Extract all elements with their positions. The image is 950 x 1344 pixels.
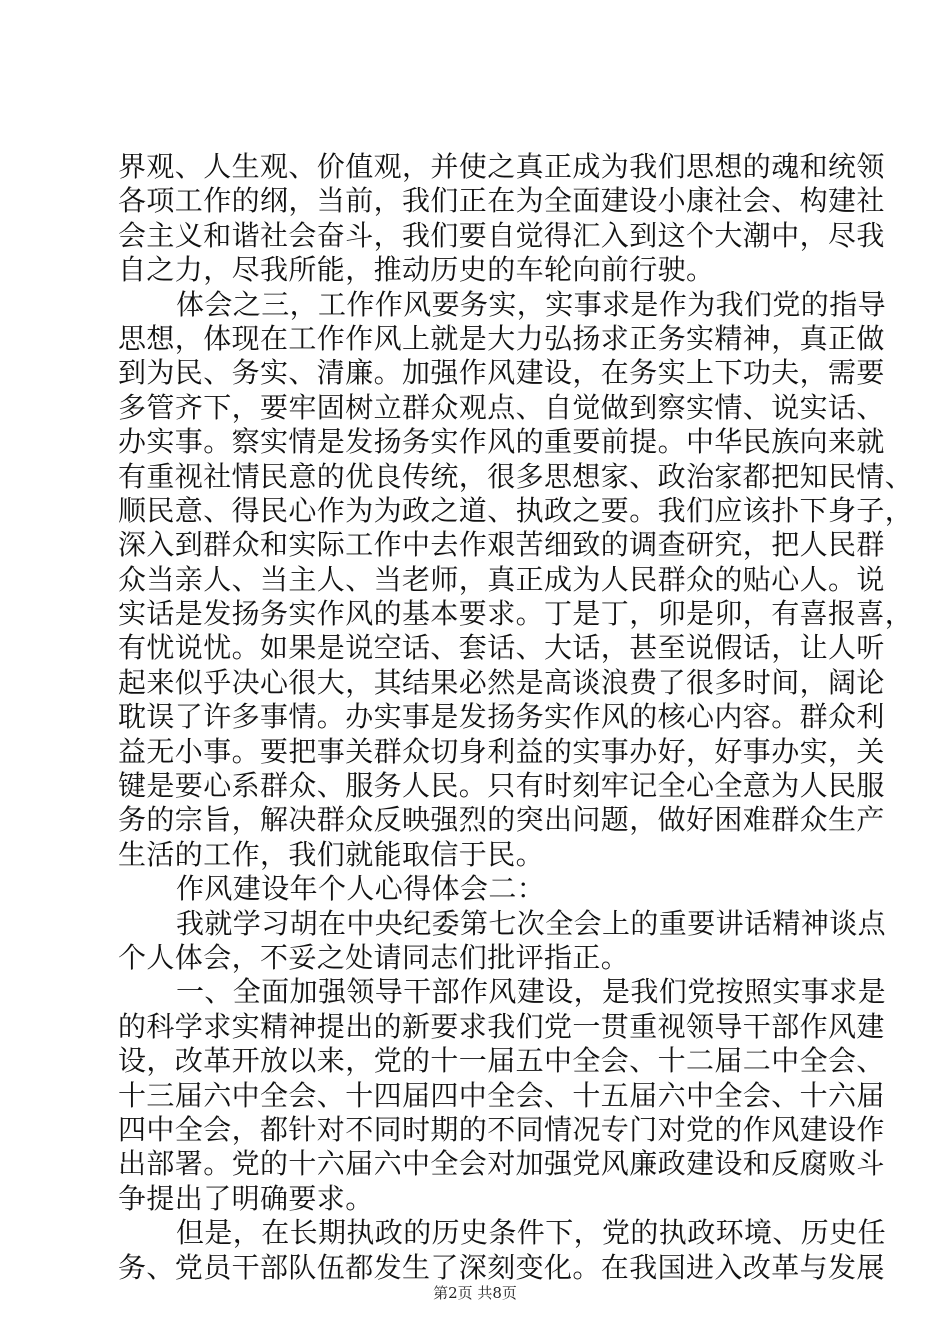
text-line: 实话是发扬务实作风的基本要求。丁是丁，卯是卯，有喜报喜， [118, 597, 914, 631]
text-line: 键是要心系群众、服务人民。只有时刻牢记全心全意为人民服 [118, 769, 885, 803]
text-line: 设，改革开放以来，党的十一届五中全会、十二届二中全会、 [118, 1044, 885, 1078]
text-line: 争提出了明确要求。 [118, 1181, 374, 1215]
text-line: 益无小事。要把事关群众切身利益的实事办好，好事办实，关 [118, 734, 885, 768]
text-line: 务的宗旨，解决群众反映强烈的突出问题，做好困难群众生产 [118, 803, 885, 837]
text-line: 顺民意、得民心作为为政之道、执政之要。我们应该扑下身子， [118, 493, 914, 527]
text-line: 有重视社情民意的优良传统，很多思想家、政治家都把知民情、 [118, 459, 914, 493]
text-line: 多管齐下，要牢固树立群众观点、自觉做到察实情、说实话、 [118, 390, 885, 424]
text-line: 界观、人生观、价值观，并使之真正成为我们思想的魂和统领 [118, 150, 885, 183]
text-line: 耽误了许多事情。办实事是发扬务实作风的核心内容。群众利 [118, 700, 885, 734]
text-line: 我就学习胡在中央纪委第七次全会上的重要讲话精神谈点 [176, 906, 887, 940]
text-line: 作风建设年个人心得体会二： [176, 872, 546, 906]
text-line: 出部署。党的十六届六中全会对加强党风廉政建设和反腐败斗 [118, 1147, 885, 1181]
text-line: 起来似乎决心很大，其结果必然是高谈浪费了很多时间，阔论 [118, 665, 885, 699]
text-line: 有忧说忧。如果是说空话、套话、大话，甚至说假话，让人听 [118, 631, 885, 665]
text-line: 会主义和谐社会奋斗，我们要自觉得汇入到这个大潮中，尽我 [118, 218, 885, 252]
text-line: 生活的工作，我们就能取信于民。 [118, 837, 545, 871]
text-line: 的科学求实精神提出的新要求我们党一贯重视领导干部作风建 [118, 1009, 885, 1043]
text-line: 四中全会，都针对不同时期的不同情况专门对党的作风建设作 [118, 1112, 885, 1146]
page-footer: 第2页 共8页 [433, 1284, 517, 1302]
text-line: 但是，在长期执政的历史条件下，党的执政环境、历史任 [176, 1216, 887, 1250]
text-line: 个人体会，不妥之处请同志们批评指正。 [118, 940, 630, 974]
text-line: 各项工作的纲，当前，我们正在为全面建设小康社会、构建社 [118, 184, 885, 218]
text-line: 一、全面加强领导干部作风建设，是我们党按照实事求是 [176, 975, 887, 1009]
text-line: 众当亲人、当主人、当老师，真正成为人民群众的贴心人。说 [118, 562, 885, 596]
text-line: 体会之三，工作作风要务实，实事求是作为我们党的指导 [176, 287, 887, 321]
text-line: 十三届六中全会、十四届四中全会、十五届六中全会、十六届 [118, 1078, 885, 1112]
text-line: 务、党员干部队伍都发生了深刻变化。在我国进入改革与发展 [118, 1250, 885, 1284]
document-body [118, 150, 914, 1285]
text-line: 自之力，尽我所能，推动历史的车轮向前行驶。 [118, 253, 715, 287]
text-line: 到为民、务实、清廉。加强作风建设，在务实上下功夫，需要 [118, 356, 885, 390]
text-line: 办实事。察实情是发扬务实作风的重要前提。中华民族向来就 [118, 425, 885, 459]
text-line: 深入到群众和实际工作中去作艰苦细致的调查研究，把人民群 [118, 528, 885, 562]
text-line: 思想，体现在工作作风上就是大力弘扬求正务实精神，真正做 [118, 321, 885, 355]
